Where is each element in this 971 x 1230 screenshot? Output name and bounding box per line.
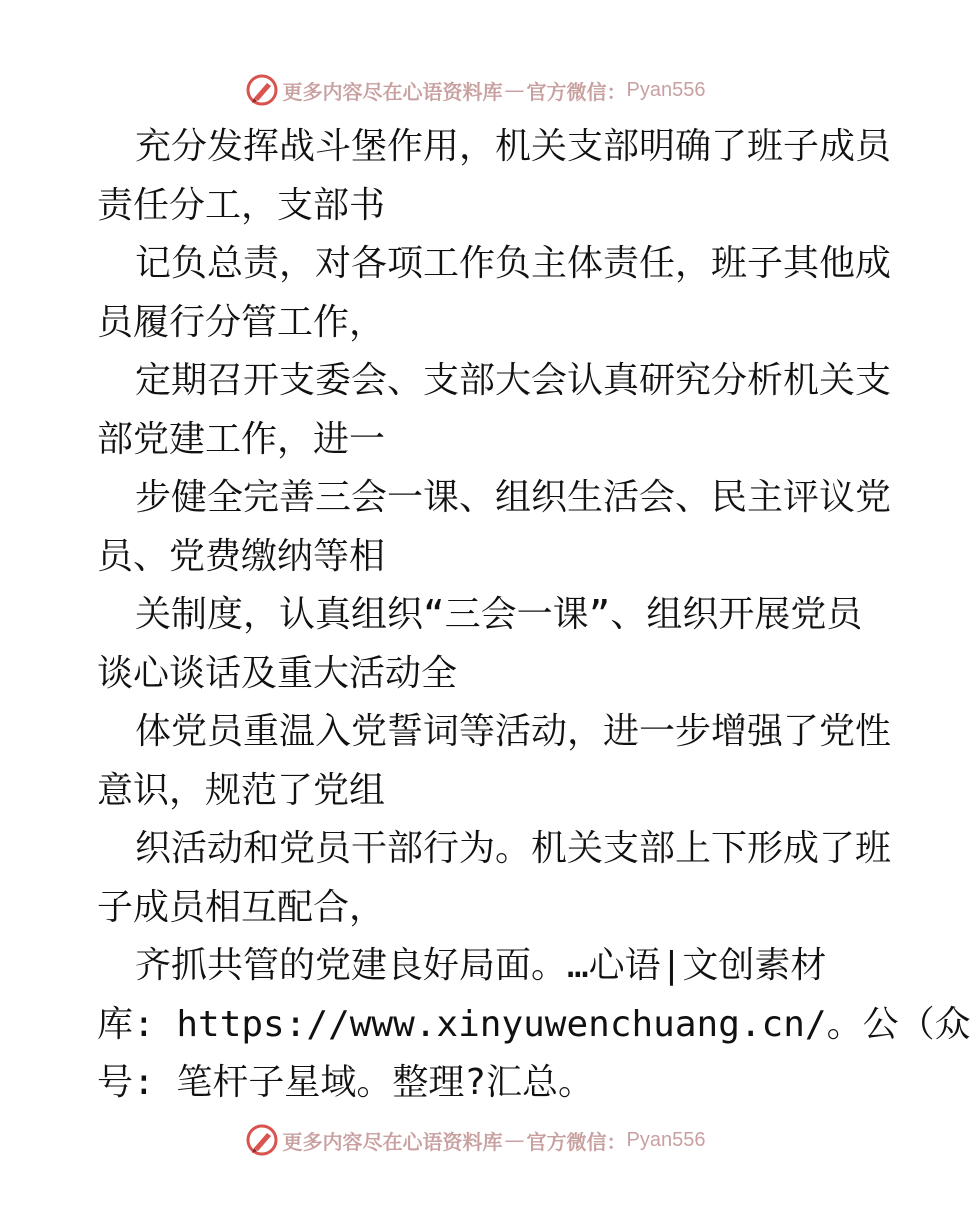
body-line: 库: https://www.xinyuwenchuang.cn/。公（众 [97,1003,971,1045]
header-banner [0,70,950,110]
body-line: 意识，规范了党组 [97,769,386,811]
body-line: 定期召开支委会、支部大会认真研究分析机关支 [135,360,892,401]
footer-banner-account-label: 官方微信： [526,1129,627,1154]
body-line: 齐抓共管的党建良好局面。…心语|文创素材 [135,945,827,986]
body-line: 谈心谈话及重大活动全 [97,652,458,694]
body-line: 步健全完善三会一课、组织生活会、民主评议党 [135,477,892,518]
document-body [97,118,971,1113]
body-line: 员、党费缴纳等相 [97,535,386,577]
header-banner-separator: — [504,78,525,102]
body-line: 员履行分管工作， [97,301,386,343]
body-line: 责任分工，支部书 [97,184,386,226]
footer-banner [0,1120,950,1160]
body-line: 关制度，认真组织“三会一课”、组织开展党员 [135,594,863,635]
body-line: 充分发挥战斗堡作用，机关支部明确了班子成员 [135,126,892,167]
pen-logo-icon [245,73,279,107]
body-line: 体党员重温入党誓词等活动，进一步增强了党性 [135,711,892,752]
body-line: 织活动和党员干部行为。机关支部上下形成了班 [135,828,892,869]
body-line: 号: 笔杆子星域。整理?汇总。 [97,1062,595,1103]
footer-banner-text: 更多内容尽在心语资料库 [282,1129,503,1154]
body-line: 部党建工作，进一 [97,418,386,460]
body-line: 记负总责，对各项工作负主体责任，班子其他成 [135,243,892,284]
header-banner-account-label: 官方微信： [526,79,627,104]
header-banner-account-id: Pyan556 [626,78,706,101]
body-line: 子成员相互配合， [97,886,386,928]
footer-banner-separator: — [504,1128,525,1152]
header-banner-text: 更多内容尽在心语资料库 [282,79,503,104]
footer-banner-account-id: Pyan556 [626,1128,706,1151]
pen-logo-icon [245,1123,279,1157]
